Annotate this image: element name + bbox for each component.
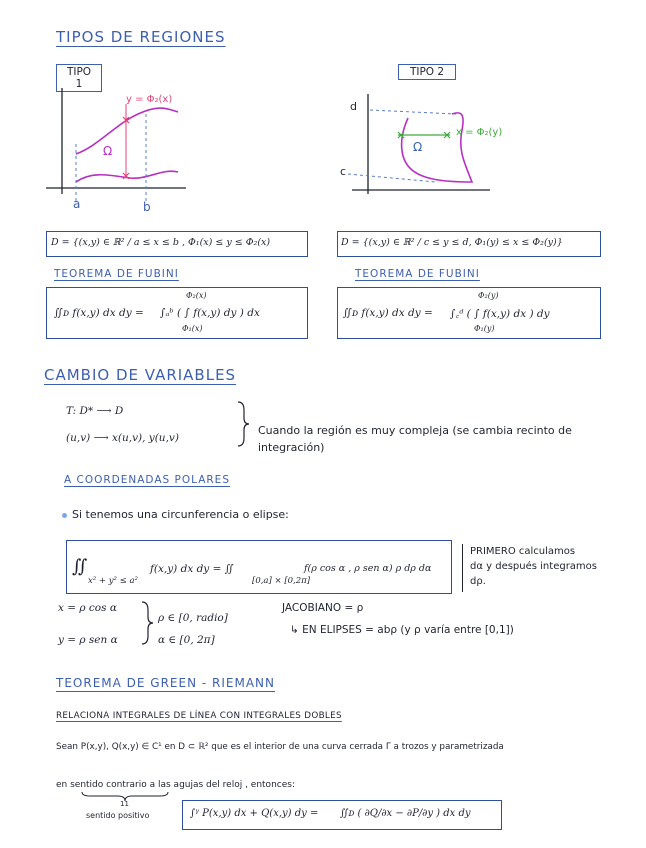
- green-sentence2: en sentido contrario a las agujas del reloj , entonces:: [56, 780, 295, 790]
- tipo2-axis-c: c: [340, 165, 347, 178]
- green-title: TEOREMA DE GREEN - RIEMANN: [56, 676, 276, 690]
- tipo2-fubini-rhs: ∫꜀ᵈ ( ∫ f(x,y) dx ) dy: [450, 308, 550, 320]
- tipo1-fubini-rhs: ∫ₐᵇ ( ∫ f(x,y) dy ) dx: [160, 307, 260, 319]
- tipo1-fubini-lower: Φ₁(x): [182, 324, 203, 333]
- polar-lhs: ∬: [72, 556, 88, 577]
- green-sentence1: Sean P(x,y), Q(x,y) ∈ C¹ en D ⊂ ℝ² que es el interior de una curva cerrada Γ a trozos y parametrizada: [56, 742, 504, 752]
- tipo2-axis-d: d: [350, 100, 357, 113]
- side-note-bar: [462, 544, 463, 592]
- polares-bullet-text: Si tenemos una circunferencia o elipse:: [72, 508, 289, 521]
- side-note-line2: dα y después integramos: [470, 561, 597, 572]
- tipo1-region-label: Ω: [103, 144, 113, 158]
- page-title: TIPOS DE REGIONES: [56, 28, 226, 46]
- cambio-note-line1: Cuando la región es muy compleja (se cambia recinto de: [258, 424, 572, 437]
- tipo1-label: TIPO 1: [56, 64, 102, 92]
- tipo1-curve-label: y = Φ₂(x): [126, 94, 173, 105]
- polar-mid: f(x,y) dx dy = ∬: [150, 563, 234, 575]
- jacobiano: JACOBIANO = ρ: [282, 602, 364, 614]
- polares-title: A COORDENADAS POLARES: [64, 474, 230, 486]
- tipo1-fubini-title: TEOREMA DE FUBINI: [54, 268, 179, 280]
- tipo2-definition: D = {(x,y) ∈ ℝ² / c ≤ y ≤ d, Φ₁(y) ≤ x ≤ Φ₂(y)}: [341, 237, 563, 248]
- eleven-mark: 11: [120, 800, 129, 808]
- sentido-positivo: sentido positivo: [86, 811, 150, 820]
- alpha-range: α ∈ [0, 2π]: [158, 634, 215, 646]
- cambio-brace: [236, 400, 250, 448]
- tipo2-curve-label: x = Φ₂(y): [456, 127, 503, 138]
- polar-rhs: f(ρ cos α , ρ sen α) ρ dρ dα: [304, 563, 432, 574]
- tipo2-fubini-title: TEOREMA DE FUBINI: [355, 268, 480, 280]
- cambio-note-line2: integración): [258, 441, 325, 454]
- polar-domain: x² + y² ≤ a²: [88, 576, 138, 586]
- side-note-line1: PRIMERO calculamos: [470, 546, 576, 557]
- tipo2-label: TIPO 2: [398, 64, 456, 80]
- y-equation: y = ρ sen α: [58, 634, 118, 646]
- cambio-line1: T: D* ⟶ D: [66, 405, 124, 417]
- side-note-line3: dρ.: [470, 576, 486, 587]
- tipo1-fubini-upper: Φ₂(x): [186, 291, 207, 300]
- green-formula-rhs: ∬ᴅ ( ∂Q/∂x − ∂P/∂y ) dx dy: [340, 808, 471, 819]
- tipo2-region-label: Ω: [413, 140, 423, 154]
- cambio-line2: (u,v) ⟶ x(u,v), y(u,v): [66, 432, 179, 444]
- green-subtitle: RELACIONA INTEGRALES DE LÍNEA CON INTEGRALES DOBLES: [56, 711, 342, 721]
- tipo1-axis-b: b: [143, 200, 151, 214]
- tipo1-definition: D = {(x,y) ∈ ℝ² / a ≤ x ≤ b , Φ₁(x) ≤ y ≤ Φ₂(x): [51, 237, 271, 248]
- cambio-title: CAMBIO DE VARIABLES: [44, 366, 237, 384]
- polar-domain2: [0,a] × [0,2π]: [252, 576, 311, 586]
- rho-range: ρ ∈ [0, radio]: [158, 612, 228, 624]
- tipo1-axis-a: a: [73, 197, 81, 211]
- tipo2-fubini-lhs: ∬ᴅ f(x,y) dx dy =: [343, 307, 433, 319]
- polar-brace: [140, 600, 154, 646]
- tipo2-fubini-lower: Φ₁(y): [474, 324, 495, 333]
- bullet-dot: [62, 513, 67, 518]
- green-formula-lhs: ∫ᵞ P(x,y) dx + Q(x,y) dy =: [190, 808, 319, 819]
- tipo2-fubini-upper: Φ₂(y): [478, 291, 499, 300]
- elipses: ↳ EN ELIPSES = abρ (y ρ varía entre [0,1]): [290, 624, 514, 636]
- tipo1-fubini-lhs: ∬ᴅ f(x,y) dx dy =: [54, 307, 144, 319]
- x-equation: x = ρ cos α: [58, 602, 117, 614]
